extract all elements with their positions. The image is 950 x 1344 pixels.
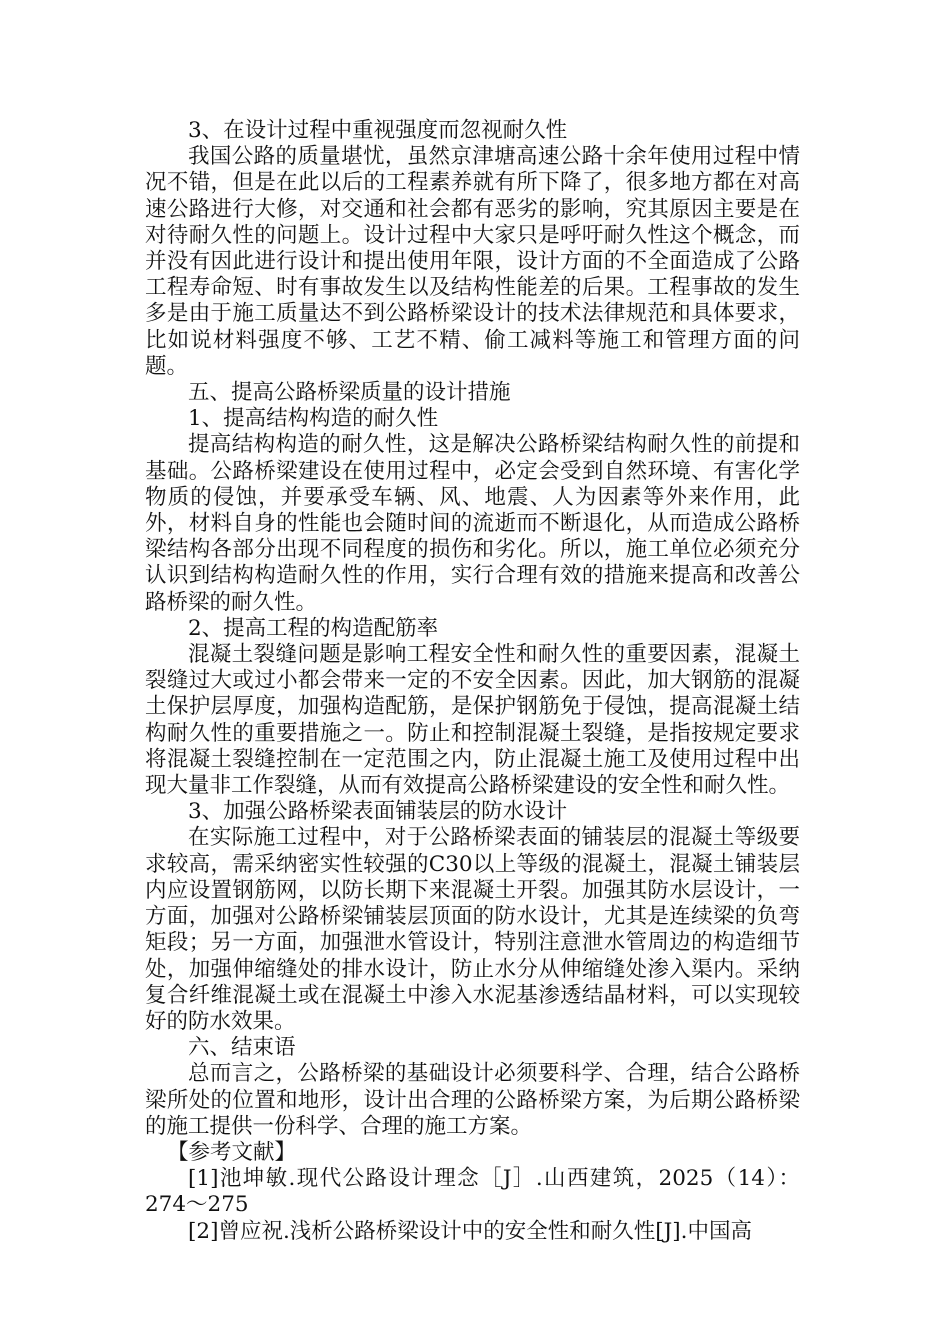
section-heading-design-measures: 五、提高公路桥梁质量的设计措施 [188, 380, 511, 406]
paragraph-conclusion: 总而言之，公路桥梁的基础设计必须要科学、合理，结合公路桥梁所处的位置和地形，设计出合理的公路桥梁方案，为后期公路桥梁的施工提供一份科学、合理的施工方案。 [145, 1061, 800, 1139]
document-body [145, 118, 800, 1245]
paragraph-structural-durability: 提高结构构造的耐久性，这是解决公路桥梁结构耐久性的前提和基础。公路桥梁建设在使用过程中，必定会受到自然环境、有害化学物质的侵蚀，并要承受车辆、风、地震、人为因素等外来作用，此外，材料自身的性能也会随时间的流逝而不断退化，从而造成公路桥梁结构各部分出现不同程度的损伤和劣化。所以，施工单位必须充分认识到结构构造耐久性的作用，实行合理有效的措施来提高和改善公路桥梁的耐久性。 [145, 432, 800, 615]
reference-item-2: [2]曾应祝.浅析公路桥梁设计中的安全性和耐久性[J].中国高 [188, 1218, 753, 1244]
paragraph-reinforcement-ratio: 混凝土裂缝问题是影响工程安全性和耐久性的重要因素，混凝土裂缝过大或过小都会带来一定的不安全因素。因此，加大钢筋的混凝土保护层厚度，加强构造配筋，是保护钢筋免于侵蚀，提高混凝土结构耐久性的重要措施之一。防止和控制混凝土裂缝，是指按规定要求将混凝土裂缝控制在一定范围之内，防止混凝土施工及使用过程中出现大量非工作裂缝，从而有效提高公路桥梁建设的安全性和耐久性。 [145, 642, 800, 799]
subheading-waterproofing: 3、加强公路桥梁表面铺装层的防水设计 [188, 799, 568, 825]
paragraph-waterproofing: 在实际施工过程中，对于公路桥梁表面的铺装层的混凝土等级要求较高，需采纳密实性较强的C30以上等级的混凝土，混凝土铺装层内应设置钢筋网，以防长期下来混凝土开裂。加强其防水层设计，一方面，加强对公路桥梁铺装层顶面的防水设计，尤其是连续梁的负弯矩段；另一方面，加强泄水管设计，特别注意泄水管周边的构造细节处，加强伸缩缝处的排水设计，防止水分从伸缩缝处渗入渠内。采纳复合纤维混凝土或在混凝土中渗入水泥基渗透结晶材料，可以实现较好的防水效果。 [145, 825, 800, 1034]
reference-item-1: [1]池坤敏.现代公路设计理念［J］.山西建筑，2025（14）：274～275 [145, 1166, 800, 1218]
paragraph-quality-concerns: 我国公路的质量堪忧，虽然京津塘高速公路十余年使用过程中情况不错，但是在此以后的工程素养就有所下降了，很多地方都在对高速公路进行大修，对交通和社会都有恶劣的影响，究其原因主要是在对待耐久性的问题上。设计过程中大家只是呼吁耐久性这个概念，而并没有因此进行设计和提出使用年限，设计方面的不全面造成了公路工程寿命短、时有事故发生以及结构性能差的后果。工程事故的发生多是由于施工质量达不到公路桥梁设计的技术法律规范和具体要求，比如说材料强度不够、工艺不精、偷工减料等施工和管理方面的问题。 [145, 144, 800, 379]
references-heading: 【参考文献】 [167, 1139, 297, 1165]
heading-durability: 3、在设计过程中重视强度而忽视耐久性 [188, 118, 568, 143]
section-heading-conclusion: 六、结束语 [188, 1035, 296, 1061]
subheading-reinforcement-ratio: 2、提高工程的构造配筋率 [188, 615, 439, 641]
subheading-structural-durability: 1、提高结构构造的耐久性 [188, 406, 439, 432]
